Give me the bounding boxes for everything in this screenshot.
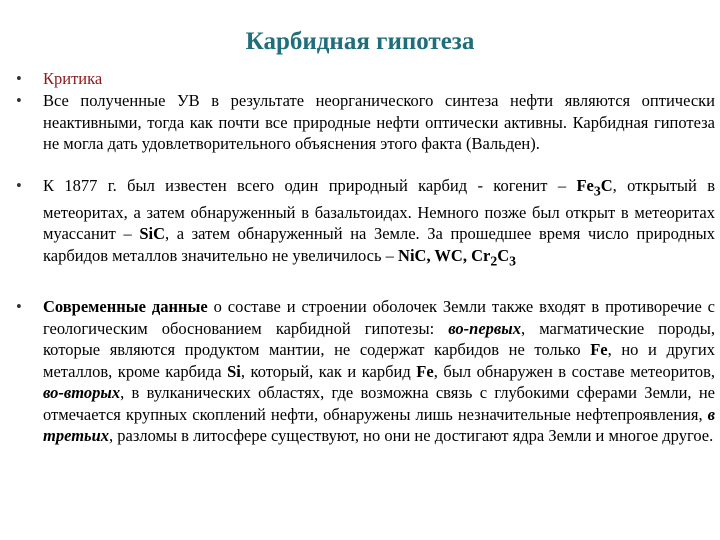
carbides-text [43,175,715,272]
formula-si: Si [227,361,241,381]
slide-title: Карбидная гипотеза [245,28,475,55]
text-run: , магматические породы, которые являются продуктом мантии, не содержат карбидов не только [43,318,715,359]
text-run: , открытый в метеоритах, а затем обнаруженный в базальтоидах. Немного позже был открыт в метеоритах муассанит – [43,176,715,244]
text-run: о составе и строении оболочек Земли также входят в противоречие с геологическим обоснованием карбидной гипотезы: [43,297,716,338]
text-run: , разломы в литосфере существуют, но они не достигают ядра Земли и многое другое. [109,426,714,445]
text-run: C [497,245,510,265]
text-run: , был обнаружен в составе метеоритов, [433,361,715,381]
text-run: C [600,176,613,195]
emph-first: во-первых [448,318,521,338]
optical-text: Все полученные УВ в результате неорганического синтеза нефти являются оптически неактивными, тогда как почти все природные нефти оптически активны. Карбидная гипотеза не могла дать удовлетворительного объяснения этого факта (Вальден). [43,91,715,153]
critique-label: Критика [43,69,103,88]
bullet: • [16,91,22,110]
bullet: • [16,176,22,195]
formula-sic: SiC [139,224,165,244]
text-run: , который, как и карбид [240,361,417,381]
modern-text [43,296,715,447]
subscript: 3 [593,183,601,199]
text-run: , но и других металлов, кроме карбида [43,340,715,381]
subscript: 3 [509,253,516,269]
formula-fe3c [576,176,613,199]
text-run: , а затем обнаруженный на Земле. За прошедшее время число природных карбидов металлов значительно не увеличилось – [43,224,715,265]
emph-second: во-вторых [43,383,121,402]
bullet: • [16,297,22,316]
subscript: 2 [490,253,498,269]
text-run: , в вулканических областях, где возможна связь с глубокими сферами Земли, не отмечается крупных скоплений нефти, обнаружены лишь незначительные нефтепроявления, [43,383,715,424]
formula-fe: Fe [416,361,434,381]
formula-fe: Fe [590,340,608,359]
modern-lead: Современные данные [43,297,208,316]
emph-third: в третьих [43,404,715,445]
formula-list [398,245,516,269]
text-run: NiC, WC, Cr [398,245,491,265]
bullet: • [16,69,22,88]
text-run: К 1877 г. был известен всего один природный карбид - когенит – [43,176,577,195]
text-run: Fe [576,176,594,195]
